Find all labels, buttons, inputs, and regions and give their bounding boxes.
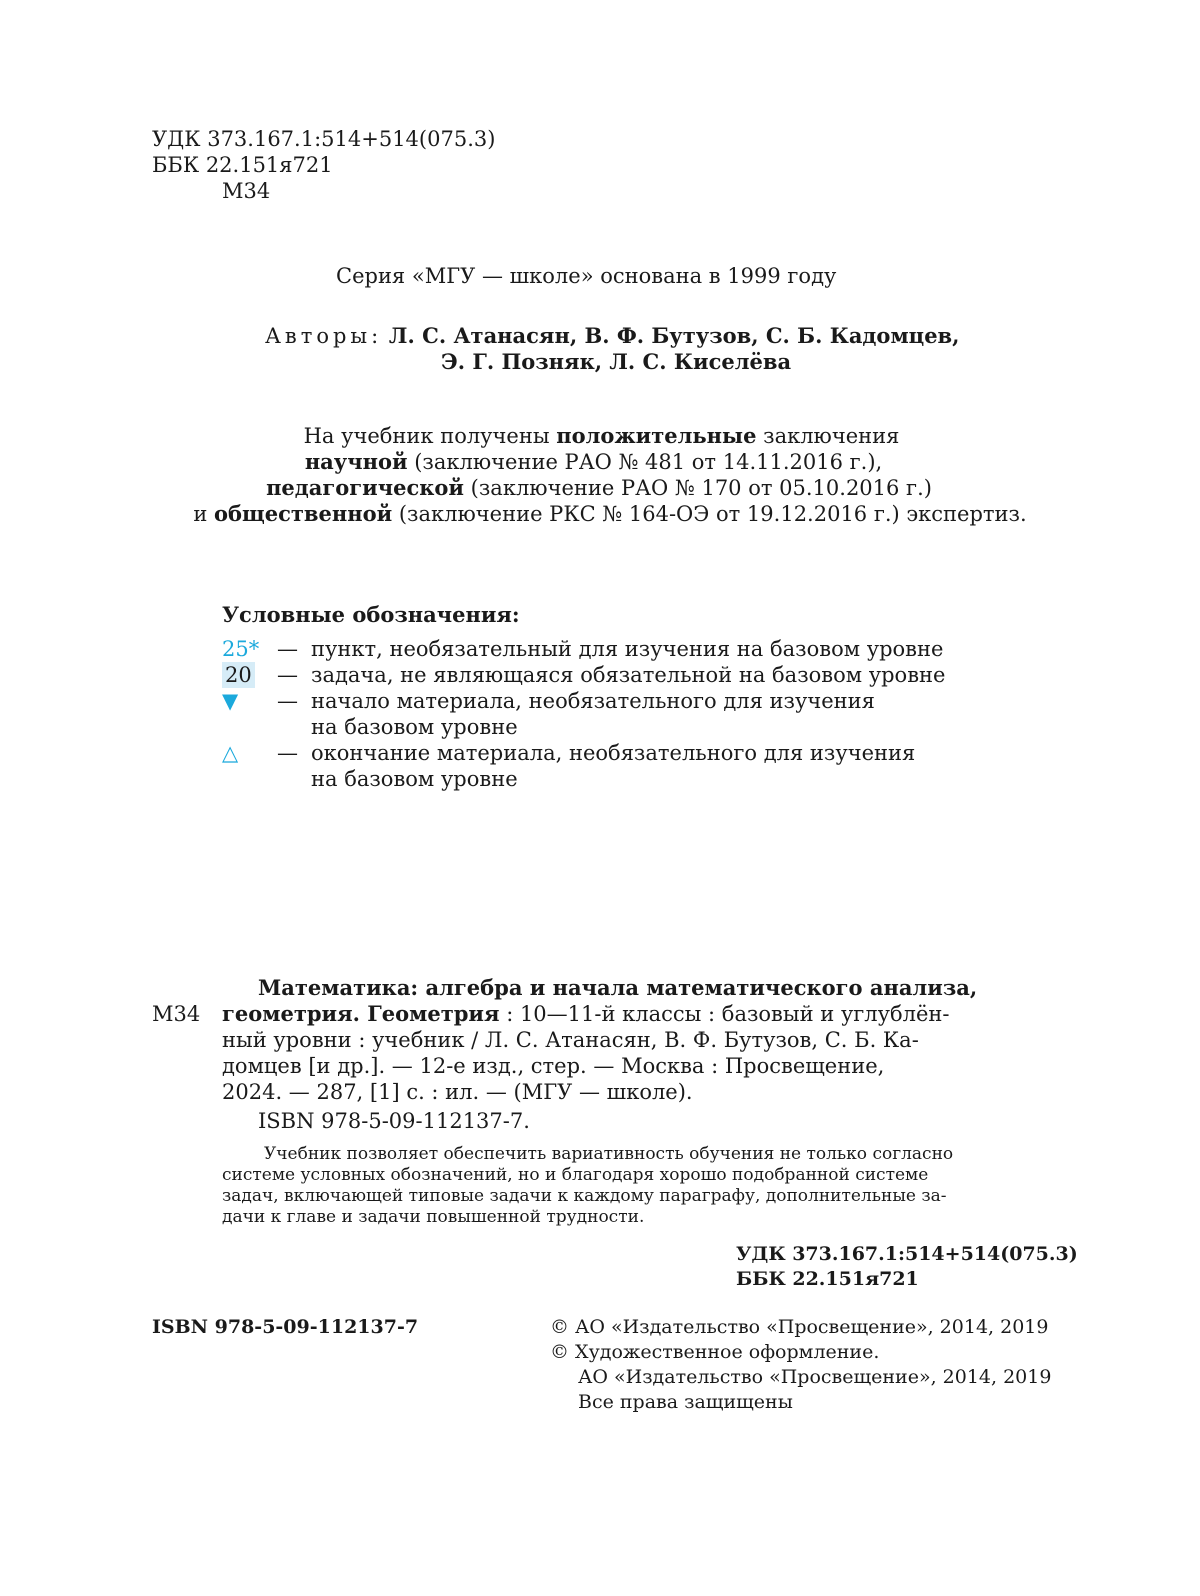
legend-item: 20 — задача, не являющаяся обязательной на базовом уровне xyxy=(222,662,945,688)
authors-line2: Э. Г. Позняк, Л. С. Киселёва xyxy=(441,349,792,374)
classification-block xyxy=(152,126,495,204)
annotation: Учебник позволяет обеспечить вариативность обучения не только согласно системе условных обозначений, но и благодаря хорошо подобранной системе задач, включающей типовые задачи к каждому параграфу, дополнительные за- дачи к главе и задачи повышенной трудности. xyxy=(222,1144,954,1227)
author-mark: М34 xyxy=(222,179,271,203)
legend-item: △ — окончание материала, необязательного для изучения на базовом уровне xyxy=(222,741,916,791)
legend-block xyxy=(222,602,945,792)
bib-isbn: ISBN 978-5-09-112137-7. xyxy=(258,1109,530,1133)
authors-block xyxy=(265,323,959,375)
optional-section-marker: 25* xyxy=(222,637,260,661)
copyright-block: © АО «Издательство «Просвещение», 2014, 2019 © Художественное оформление. АО «Издательство «Просвещение», 2014, 2019 Все права защищены xyxy=(550,1316,1052,1413)
legend-item: 25* — пункт, необязательный для изучения на базовом уровне xyxy=(222,637,944,661)
bib-title-line1: Математика: алгебра и начала математического анализа, xyxy=(258,975,978,1000)
triangle-up-outline-icon: △ xyxy=(222,741,239,765)
udk-line: УДК 373.167.1:514+514(075.3) xyxy=(152,127,496,151)
series-line: Серия «МГУ — школе» основана в 1999 году xyxy=(336,264,837,288)
bib-mark: М34 xyxy=(152,1002,201,1026)
authors-line1: Л. С. Атанасян, В. Ф. Бутузов, С. Б. Кадомцев, xyxy=(388,323,960,348)
footer-isbn: ISBN 978-5-09-112137-7 xyxy=(152,1316,419,1338)
legend-title: Условные обозначения: xyxy=(222,602,520,627)
bbk-line: ББК 22.151я721 xyxy=(152,153,333,177)
bib-record: Математика: алгебра и начала математического анализа, геометрия. Геометрия : 10—11-й классы : базовый и углублён- ный уровни : учебник / Л. С. Атанасян, В. Ф. Бутузов, С. Б. Ка- домцев [и др.]. — 12-е изд., стер. — Москва : Просвещение, 2024. — 287, [1] с. : ил. — (МГУ — школе). ISBN 978-5-09-112137-7. xyxy=(222,975,1068,1134)
triangle-down-icon: ▼ xyxy=(222,689,239,713)
authors-label: Авторы: xyxy=(265,324,383,348)
approval-block: На учебник получены положительные заключения научной (заключение РАО № 481 от 14.11.2016 г.), педагогической (заключение РАО № 170 от 05.10.2016 г.) и общественной (заключение РКС № 164-ОЭ от 19.12.2016 г.) экспертиз. xyxy=(193,423,1027,526)
bib-classification: УДК 373.167.1:514+514(075.3) ББК 22.151я721 xyxy=(736,1243,1078,1290)
legend-item: ▼ — начало материала, необязательного для изучения на базовом уровне xyxy=(222,689,875,739)
optional-task-marker: 20 xyxy=(222,662,255,688)
